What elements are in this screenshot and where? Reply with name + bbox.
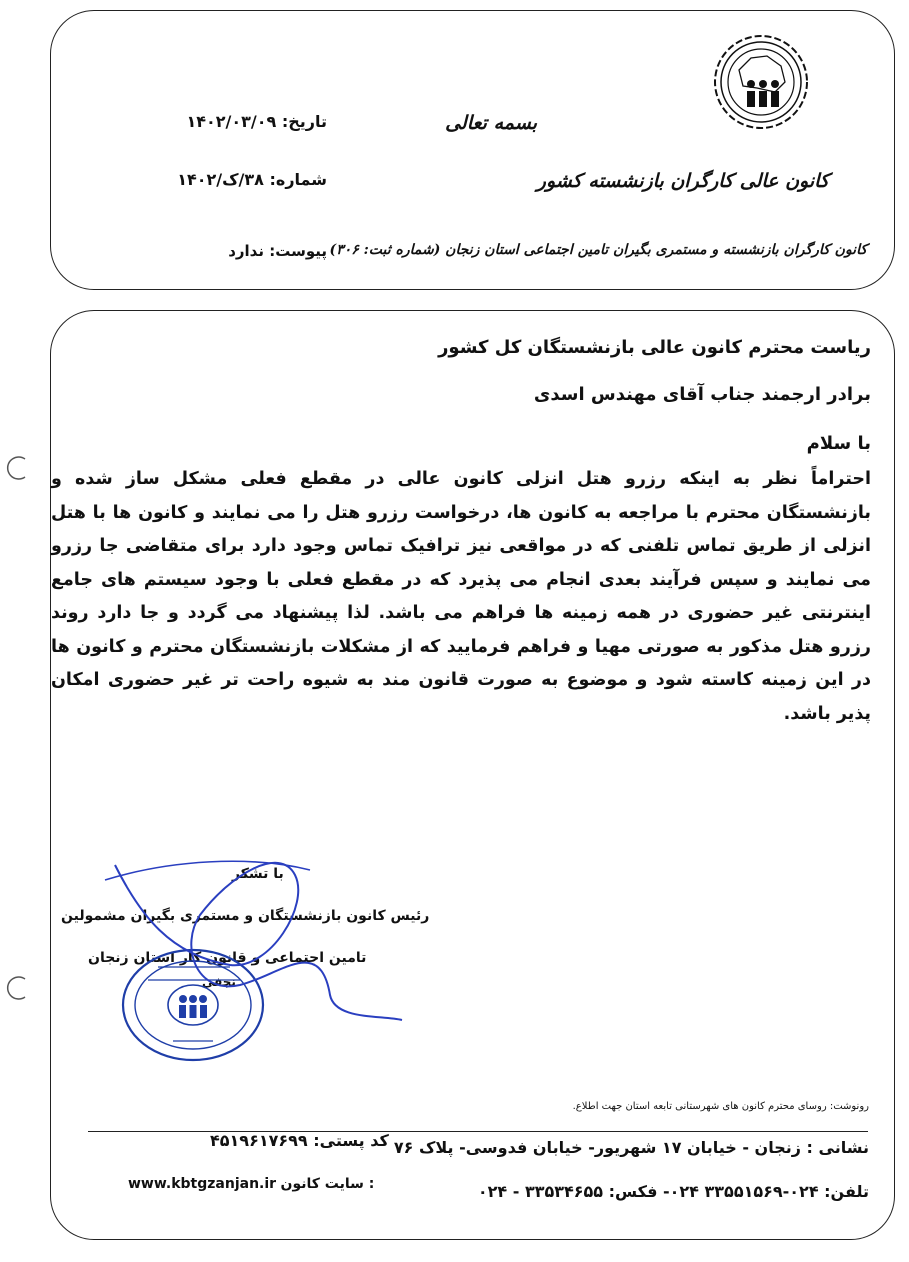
footer-divider <box>88 1131 868 1132</box>
letter-closing: با تشکر <box>232 866 284 882</box>
letter-addressee: برادر ارجمند جناب آقای مهندس اسدی <box>533 384 871 405</box>
website-url[interactable]: www.kbtgzanjan.ir <box>128 1176 277 1192</box>
footer-address: نشانی : زنجان - خیابان ۱۷ شهریور- خیابان فدوسی- پلاک ۷۶ <box>393 1138 869 1157</box>
footer-postal-code: کد پستی: ۴۵۱۹۶۱۷۶۹۹ <box>210 1131 389 1150</box>
letter-number: شماره: ۳۸/ک/۱۴۰۲ <box>177 170 327 189</box>
letter-greeting: با سلام <box>806 433 871 454</box>
letter-recipient: ریاست محترم کانون عالی بازنشستگان کل کشور <box>438 337 871 358</box>
organization-subtitle: کانون کارگران بازنشسته و مستمری بگیران تامین اجتماعی استان زنجان (شماره ثبت: ۳۰۶) <box>329 242 867 258</box>
signatory-title-line1: رئیس کانون بازنشستگان و مستمری بگیران مشمولین <box>61 908 430 924</box>
signatory-name: نجفی <box>202 975 236 989</box>
handwritten-signature-icon <box>80 845 420 1065</box>
footer-website <box>128 1176 374 1192</box>
footer-phone-fax: تلفن: ۰۲۴-۳۳۵۵۱۵۶۹ ۰۲۴- فکس: ۳۳۵۳۴۶۵۵ - ۰۲۴ <box>477 1182 869 1201</box>
organization-title: کانون عالی کارگران بازنشسته کشور <box>536 170 829 192</box>
hole-punch-mark <box>3 455 29 481</box>
letter-body: احتراماً نظر به اینکه رزرو هتل انزلی کانون عالی در مقطع فعلی مشکل ساز شده و بازنشستگان محترم با مراجعه به کانون ها، درخواست رزرو هتل را می نمایند و کانون ها با هتل انزلی از طریق تماس تلفنی که در مواقعی نیز ترافیک تماس وجود دارد برای متقاضی جا رزرو می نمایند و سپس فرآیند بعدی انجام می پذیرد که در مقطع فعلی با وجود سیستم های جامع اینترنتی غیر حضوری در همه زمینه ها فراهم می باشد. لذا پیشنهاد می گردد و جا دارد روند رزرو هتل مذکور به صورتی مهیا و فراهم فرمایید که از مشکلات بازنشستگان محترم و کانون ها در این زمینه کاسته شود و موضوع به صورت قانون مند به شیوه راحت تر غیر حضوری امکان پذیر باشد. <box>51 469 871 724</box>
signatory-title-line2: تامین اجتماعی و قانون کار استان زنجان <box>88 950 367 966</box>
letter-date: تاریخ: ۱۴۰۲/۰۳/۰۹ <box>186 112 327 131</box>
hole-punch-mark <box>3 975 29 1001</box>
basmala: بسمه تعالی <box>445 112 537 134</box>
letter-attachment: پیوست: ندارد <box>228 242 327 260</box>
organization-emblem-icon <box>710 22 812 164</box>
website-label: سایت کانون : <box>280 1176 375 1192</box>
carbon-copy-note: رونوشت: روسای محترم کانون های شهرستانی تابعه استان جهت اطلاع. <box>572 1101 869 1112</box>
